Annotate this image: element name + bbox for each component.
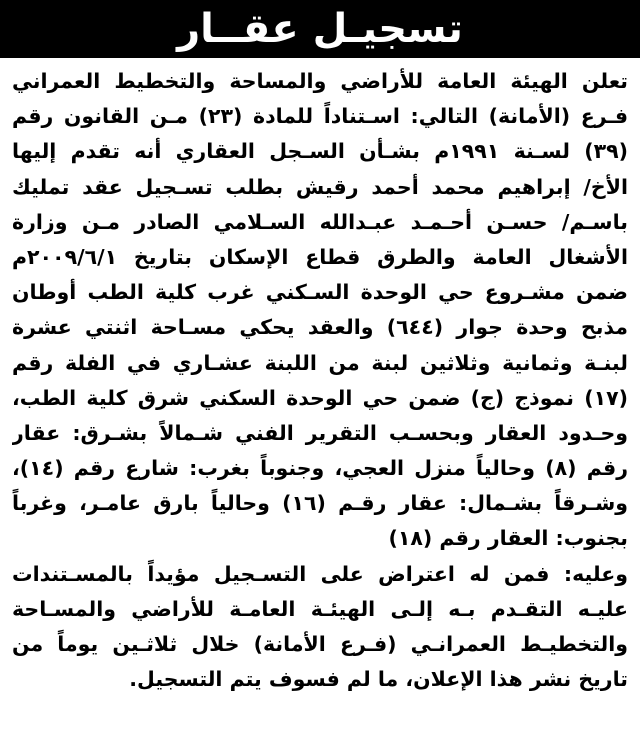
notice-line: وعليه: فمن له اعتراض على التسـجيل مؤيداً بالمسـتندات [12, 561, 628, 586]
notice-line: رقم (٨) وحالياً منزل العجي، وجنوباً بغرب: شارع رقم (١٤)، [12, 456, 628, 481]
notice-line: الأخ/ إبراهيم محمد أحمد رقيش بطلب تسـجيل عقد تمليك [12, 174, 628, 199]
notice-line: والتخطيـط العمرانـي (فـرع الأمانة) خلال ثلاثـين يوماً من [12, 632, 628, 656]
notice-line: عليـه التقـدم بـه إلـى الهيئـة العامـة للأراضي والمسـاحة [12, 596, 628, 621]
notice-line: لبنـة وثمانية وثلاثين لبنة من اللبنة عشـاري في الفلة رقم [12, 350, 628, 375]
notice-line: تعلن الهيئة العامة للأراضي والمساحة والتخطيط العمراني [12, 69, 628, 93]
notice-line: تاريخ نشر هذا الإعلان، ما لم فسوف يتم التسجيل. [129, 667, 628, 692]
notice-line: وحـدود العقار وبحسـب التقرير الفني شـمالاً بشـرق: عقار [12, 420, 628, 445]
notice-line: (١٧) نموذج (ج) ضمن حي الوحدة السكني شرق كلية الطب، [12, 385, 628, 410]
notice-line: وشـرقاً بشـمال: عقار رقـم (١٦) وحالياً بارق عامـر، وغرباً [12, 491, 628, 516]
notice-line: الأشغال العامة والطرق قطاع الإسكان بتاريخ ٢٠٠٩/٦/١م [12, 244, 628, 269]
notice-line: ضمن مشـروع حي الوحدة السـكني غرب كلية الطب أوطان [12, 280, 628, 305]
notice-line: فـرع (الأمانة) التالي: اسـتناداً للمادة (٢٣) مـن القانون رقم [12, 104, 628, 129]
notice-header-bar [0, 0, 640, 58]
notice-line: باسـم/ حسـن أحـمـد عبـدالله السـلامي الصادر مـن وزارة [12, 209, 628, 234]
notice-line: مذبح وحدة جوار (٦٤٤) والعقد يحكي مسـاحة اثنتي عشرة [12, 315, 628, 340]
notice-line: (٣٩) لسـنة ١٩٩١م بشـأن السـجل العقاري أنه تقدم إليها [12, 139, 628, 164]
notice-title: تسجيـل عقــار [177, 6, 463, 52]
notice-line: بجنوب: العقار رقم (١٨) [388, 526, 628, 551]
notice-body [12, 64, 628, 751]
